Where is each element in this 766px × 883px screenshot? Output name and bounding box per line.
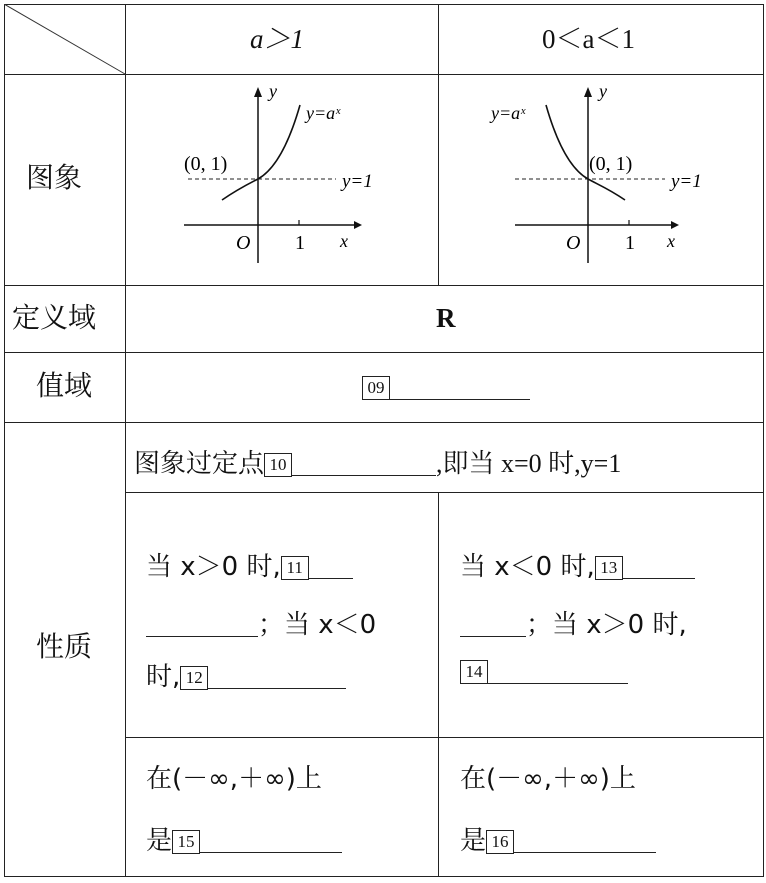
x-arrow-icon bbox=[671, 221, 679, 229]
border-bottom bbox=[4, 876, 764, 877]
left-range-line-1 bbox=[146, 546, 353, 583]
blank-number-box: 12 bbox=[180, 666, 208, 690]
row-divider bbox=[126, 492, 764, 493]
row-label-properties: 性质 bbox=[36, 630, 93, 663]
right-range-line-3 bbox=[460, 656, 628, 686]
blank-number-box: 10 bbox=[264, 453, 292, 477]
mono-left-prefix: 是 bbox=[146, 826, 173, 856]
blank-number-box: 13 bbox=[595, 556, 623, 580]
mono-left-line-2 bbox=[146, 820, 342, 857]
answer-blank-line[interactable] bbox=[146, 614, 258, 637]
row-divider bbox=[126, 737, 764, 738]
graph-a-gt-1 bbox=[126, 75, 438, 285]
y-axis-label: y bbox=[269, 81, 277, 101]
col-divider bbox=[438, 492, 439, 877]
blank-number-box: 11 bbox=[281, 556, 309, 580]
answer-blank-line[interactable] bbox=[514, 830, 656, 853]
domain-value: R bbox=[436, 303, 456, 333]
mono-left-line-1: 在(－∞,＋∞)上 bbox=[146, 764, 322, 794]
answer-blank-line[interactable] bbox=[208, 666, 346, 689]
mono-right-prefix: 是 bbox=[460, 826, 487, 856]
right-condition-negative: 当 x＜0 时, bbox=[460, 552, 595, 582]
border-right bbox=[763, 4, 764, 877]
header-col-a-gt-1: a＞1 bbox=[250, 24, 304, 54]
mono-right-line-2 bbox=[460, 820, 656, 857]
row-divider bbox=[4, 352, 764, 353]
right-condition-positive: ；当 x＞0 时, bbox=[526, 610, 687, 640]
border-left bbox=[4, 4, 5, 877]
origin-label: O bbox=[236, 232, 251, 254]
tick-label: 1 bbox=[625, 232, 635, 254]
blank-number-box: 15 bbox=[172, 830, 200, 854]
y-axis-label: y bbox=[599, 81, 607, 101]
point-label: (0, 1) bbox=[589, 153, 633, 175]
row-label-domain: 定义域 bbox=[12, 301, 97, 334]
left-range-line-3 bbox=[146, 656, 346, 693]
y-arrow-icon bbox=[584, 87, 592, 97]
line-label: y=1 bbox=[671, 171, 702, 192]
fixed-point-condition: ,即当 x=0 时,y=1 bbox=[436, 449, 622, 478]
fixed-point-statement bbox=[134, 443, 621, 480]
left-condition-suffix: 时, bbox=[146, 662, 181, 692]
tick-label: 1 bbox=[295, 232, 305, 254]
curve-increasing bbox=[222, 105, 300, 200]
right-range-line-2 bbox=[460, 604, 687, 641]
blank-number-box: 09 bbox=[362, 376, 390, 400]
range-blank[interactable] bbox=[362, 376, 530, 400]
origin-label: O bbox=[566, 232, 581, 254]
right-range-line-1 bbox=[460, 546, 695, 583]
answer-blank-line[interactable] bbox=[309, 556, 353, 579]
blank-number-box: 14 bbox=[460, 660, 488, 684]
answer-blank-line[interactable] bbox=[460, 614, 526, 637]
row-label-graph: 图象 bbox=[26, 161, 83, 194]
left-condition-negative: ；当 x＜0 bbox=[258, 610, 377, 640]
x-arrow-icon bbox=[354, 221, 362, 229]
answer-blank-line[interactable] bbox=[488, 661, 628, 684]
header-diagonal bbox=[4, 4, 126, 75]
header-col-a-between: 0＜a＜1 bbox=[542, 24, 635, 54]
row-label-range: 值域 bbox=[36, 369, 93, 402]
left-condition-positive: 当 x＞0 时, bbox=[146, 552, 281, 582]
row-divider bbox=[4, 422, 764, 423]
point-label: (0, 1) bbox=[184, 153, 228, 175]
answer-blank-line[interactable] bbox=[292, 453, 436, 476]
graph-a-between-0-1 bbox=[439, 75, 763, 285]
x-axis-label: x bbox=[667, 231, 675, 251]
line-label: y=1 bbox=[342, 171, 373, 192]
answer-blank-line bbox=[390, 377, 530, 400]
row-divider bbox=[4, 285, 764, 286]
curve-label: y=aˣ bbox=[491, 103, 526, 123]
mono-right-line-1: 在(－∞,＋∞)上 bbox=[460, 764, 636, 794]
answer-blank-line[interactable] bbox=[200, 830, 342, 853]
y-arrow-icon bbox=[254, 87, 262, 97]
answer-blank-line[interactable] bbox=[623, 556, 695, 579]
blank-number-box: 16 bbox=[486, 830, 514, 854]
x-axis-label: x bbox=[340, 231, 348, 251]
fixed-point-text: 图象过定点 bbox=[134, 449, 265, 479]
left-range-line-2 bbox=[146, 604, 376, 641]
curve-label: y=aˣ bbox=[306, 103, 341, 123]
